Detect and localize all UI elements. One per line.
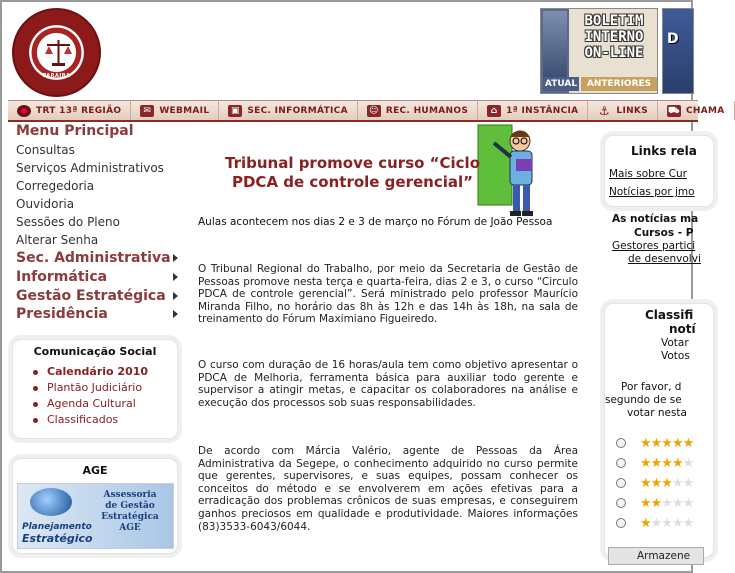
menu-link-consultas[interactable]: Consultas (16, 143, 75, 157)
age-right-line: AGE (119, 523, 141, 533)
banner-title (571, 13, 657, 61)
seal-text: PARAIBA (42, 73, 71, 79)
news-heading: As notícias ma (612, 213, 699, 225)
top-nav (8, 100, 725, 122)
menu-link-corregedoria[interactable]: Corregedoria (16, 179, 95, 193)
menu-section-presidencia[interactable] (16, 306, 178, 322)
menu-section-sec-administrativa[interactable] (16, 250, 178, 266)
banner-photo (543, 11, 567, 77)
nav-links[interactable] (588, 101, 658, 120)
tribunal-icon (17, 105, 31, 117)
news-heading: Cursos - P (634, 227, 694, 239)
rating-prompt: segundo de se (605, 394, 682, 406)
arrow-right-icon (173, 310, 178, 318)
menu-link-sessoes-do-pleno[interactable]: Sessões do Pleno (16, 215, 120, 229)
link-plantao-judiciario[interactable]: Plantão Judiciário (31, 380, 177, 396)
banner-title-line: ON-LINE (584, 45, 644, 61)
age-title: AGE (82, 464, 108, 477)
comunicacao-social-box (12, 339, 178, 439)
rating-title: notí (669, 322, 696, 336)
left-sidebar (8, 123, 188, 573)
link-classificados[interactable]: Classificados (31, 412, 177, 428)
article-subtitle: Aulas acontecem nos dias 2 e 3 de março no Fórum de João Pessoa (198, 216, 553, 228)
nav-rec-humanos[interactable] (358, 101, 478, 120)
secondary-banner-text: D (667, 31, 679, 47)
rating-stars-5: ★★★★★ (640, 436, 694, 451)
menu-section-gestao-estrategica[interactable] (16, 288, 178, 304)
rating-radio-3[interactable] (616, 478, 626, 488)
comunicacao-list (31, 364, 177, 428)
scales-of-justice-icon (44, 38, 73, 68)
nav-label: WEBMAIL (159, 105, 210, 116)
age-right-line: Estratégica (101, 512, 159, 522)
rating-box (604, 303, 714, 558)
arrow-right-icon (173, 292, 178, 300)
computer-icon: ▣ (228, 105, 242, 117)
related-link[interactable]: Mais sobre Cur (609, 168, 687, 180)
site-header (2, 2, 691, 99)
submit-rating-button[interactable]: Armazene (608, 547, 704, 565)
rating-title: Classifi (645, 308, 694, 322)
age-banner[interactable] (17, 483, 174, 549)
related-links-title: Links rela (631, 144, 697, 158)
article-paragraph: O curso com duração de 16 horas/aula tem como objetivo apresentar o PDCA de Melhoria, ferramenta básica para auxiliar todo gerente e supervisor a atingir metas, e capacitar os colaboradores na análise e execução dos processos sob suas responsabilidades. (198, 359, 578, 409)
rating-votes: Votos (661, 350, 690, 362)
nav-label: TRT 13ª REGIÃO (36, 105, 122, 116)
article-content (190, 123, 590, 573)
age-left-line: Planejamento (22, 522, 92, 532)
menu-link-ouvidoria[interactable]: Ouvidoria (16, 197, 75, 211)
nav-chamados[interactable] (658, 101, 735, 120)
rating-stars-3: ★★★★★ (640, 476, 694, 491)
email-icon: ✉ (140, 105, 154, 117)
nav-label: LINKS (616, 105, 648, 116)
age-right-line: de Gestão (105, 501, 155, 511)
nav-label: REC. HUMANOS (385, 105, 469, 116)
related-links-box (604, 135, 714, 207)
rating-stars-2: ★★★★★ (640, 496, 694, 511)
rating-radio-5[interactable] (616, 438, 626, 448)
trt-seal-logo[interactable] (12, 8, 101, 97)
menu-section-label: Presidência (16, 306, 108, 322)
rating-votes: Votar (661, 337, 689, 349)
menu-section-informatica[interactable] (16, 269, 178, 285)
banner-current-link[interactable]: ATUAL (544, 79, 578, 89)
age-left-line: Estratégico (22, 532, 93, 545)
car-icon: ⛟ (668, 105, 680, 116)
arrow-right-icon (173, 254, 178, 262)
nav-sec-informatica[interactable] (219, 101, 357, 120)
news-link[interactable]: de desenvolvi (628, 253, 701, 265)
rating-prompt: Por favor, d (621, 381, 682, 393)
rating-stars-1: ★★★★★ (640, 516, 694, 531)
nav-label: 1ª INSTÂNCIA (506, 105, 579, 116)
rating-prompt: votar nesta (627, 407, 687, 419)
boletim-banner[interactable] (540, 8, 658, 94)
link-agenda-cultural[interactable]: Agenda Cultural (31, 396, 177, 412)
news-link[interactable]: Gestores partici (612, 240, 696, 252)
banner-title-line: INTERNO (584, 29, 644, 45)
age-box (12, 458, 178, 554)
menu-section-label: Gestão Estratégica (16, 288, 166, 304)
nav-label: SEC. INFORMÁTICA (247, 105, 348, 116)
menu-section-label: Informática (16, 269, 108, 285)
globe-icon (30, 488, 72, 516)
people-icon: ☺ (367, 105, 381, 117)
article-headline: Tribunal promove curso “Ciclo PDCA de controle gerencial” (224, 154, 481, 191)
nav-label: CHAMA (685, 105, 725, 116)
age-banner-left-text (22, 522, 93, 544)
secondary-banner[interactable] (662, 8, 694, 94)
related-link[interactable]: Notícias por jmo (609, 186, 695, 198)
arrow-right-icon (173, 273, 178, 281)
anchor-icon: ⚓ (598, 103, 610, 118)
comunicacao-social-title: Comunicação Social (33, 345, 157, 358)
nav-webmail[interactable] (131, 101, 219, 120)
courthouse-icon: ⌂ (487, 105, 501, 117)
menu-link-servicos-administrativos[interactable]: Serviços Administrativos (16, 161, 164, 175)
article-paragraph: O Tribunal Regional do Trabalho, por meio da Secretaria de Gestão de Pessoas promove nesta terça e quarta-feira, dias 2 e 3, o curso “Circulo PDCA de controle gerencial”. Será ministrado pelo professor Maurício Miranda Filho, no horário das 8h às 12h e das 14h às 18h, na sala de treinamento do Fórum Maximiano Figueiredo. (198, 263, 578, 326)
article-paragraph: De acordo com Márcia Valério, agente de Pessoas da Área Administrativa da Segepe, o conhecimento adquirido no curso permite que gerentes, supervisores, e suas equipes, possam conhecer os conceitos do método e se envolverem em ações efetivas para a erradicação dos problemas crônicos de suas empresas, e conseguirem ganhos preciosos em qualidade e produtividade. Maiores informações (83)3533-6043/6044. (198, 445, 578, 533)
age-right-line: Assessoria (103, 490, 157, 500)
nav-1-instancia[interactable] (478, 101, 588, 120)
menu-title: Menu Principal (16, 123, 134, 139)
banner-title-line: BOLETIM (584, 13, 644, 29)
menu-section-label: Sec. Administrativa (16, 250, 171, 266)
age-banner-right-text (88, 490, 172, 534)
rating-radio-2[interactable] (616, 498, 626, 508)
rating-radio-1[interactable] (616, 518, 626, 528)
right-sidebar (598, 123, 701, 573)
rating-radio-4[interactable] (616, 458, 626, 468)
link-calendario[interactable]: Calendário 2010 (31, 364, 177, 380)
banner-previous-link[interactable]: ANTERIORES (581, 77, 657, 91)
menu-link-alterar-senha[interactable]: Alterar Senha (16, 233, 99, 247)
nav-trt-13-regiao[interactable] (8, 101, 131, 120)
rating-stars-4: ★★★★★ (640, 456, 694, 471)
